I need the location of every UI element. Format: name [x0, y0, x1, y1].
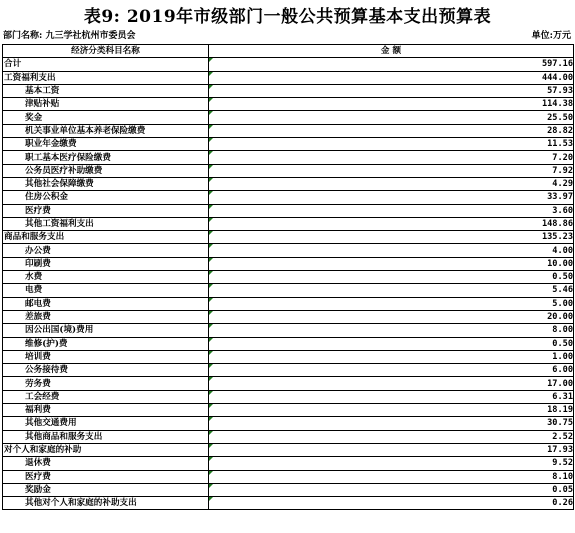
table-row — [3, 84, 574, 97]
category-cell: 基本工资 — [3, 84, 209, 97]
table-body — [3, 58, 574, 510]
cell-marker-icon — [209, 165, 213, 169]
amount-cell — [209, 231, 574, 244]
cell-marker-icon — [209, 484, 213, 488]
category-cell: 印刷费 — [3, 257, 209, 270]
category-cell: 公务接待费 — [3, 364, 209, 377]
amount-header: 金 额 — [209, 45, 574, 58]
category-cell: 工会经费 — [3, 390, 209, 403]
cell-marker-icon — [209, 471, 213, 475]
category-cell: 因公出国(境)费用 — [3, 324, 209, 337]
table-row — [3, 350, 574, 363]
amount-cell — [209, 457, 574, 470]
header-row — [3, 45, 574, 58]
amount-value: 597.16 — [541, 59, 573, 70]
amount-cell — [209, 257, 574, 270]
table-row — [3, 390, 574, 403]
amount-value: 5.00 — [552, 298, 573, 309]
amount-value: 20.00 — [547, 312, 573, 323]
table-row — [3, 443, 574, 456]
amount-value: 148.86 — [541, 219, 573, 229]
amount-cell — [209, 177, 574, 190]
table-row — [3, 177, 574, 190]
cell-marker-icon — [209, 338, 213, 342]
category-cell: 劳务费 — [3, 377, 209, 390]
category-cell: 对个人和家庭的补助 — [3, 443, 209, 456]
amount-cell — [209, 364, 574, 377]
amount-value: 5.46 — [552, 285, 573, 296]
category-cell: 培训费 — [3, 350, 209, 363]
amount-cell — [209, 443, 574, 456]
category-cell: 其他社会保障缴费 — [3, 177, 209, 190]
amount-value: 0.50 — [552, 272, 573, 283]
category-cell: 医疗费 — [3, 470, 209, 483]
cell-marker-icon — [209, 138, 213, 142]
table-row — [3, 470, 574, 483]
table-row — [3, 164, 574, 177]
category-cell: 住房公积金 — [3, 191, 209, 204]
table-row — [3, 98, 574, 111]
cell-marker-icon — [209, 497, 213, 501]
category-header: 经济分类科目名称 — [3, 45, 209, 58]
amount-cell — [209, 310, 574, 323]
category-cell: 职工基本医疗保险缴费 — [3, 151, 209, 164]
cell-marker-icon — [209, 271, 213, 275]
amount-value: 1.00 — [552, 351, 573, 362]
amount-value: 6.31 — [552, 391, 573, 402]
category-cell: 邮电费 — [3, 297, 209, 310]
amount-cell — [209, 204, 574, 217]
cell-marker-icon — [209, 85, 213, 89]
amount-value: 0.05 — [552, 484, 573, 495]
cell-marker-icon — [209, 351, 213, 355]
cell-marker-icon — [209, 231, 213, 235]
cell-marker-icon — [209, 111, 213, 115]
amount-cell — [209, 98, 574, 111]
cell-marker-icon — [209, 72, 213, 76]
amount-value: 6.00 — [552, 365, 573, 376]
amount-cell — [209, 497, 574, 510]
cell-marker-icon — [209, 391, 213, 395]
amount-value: 33.97 — [547, 192, 573, 203]
table-row — [3, 417, 574, 430]
table-row — [3, 151, 574, 164]
amount-cell — [209, 84, 574, 97]
category-cell: 职业年金缴费 — [3, 138, 209, 151]
category-cell: 医疗费 — [3, 204, 209, 217]
table-row — [3, 231, 574, 244]
category-cell: 工资福利支出 — [3, 71, 209, 84]
category-cell: 电费 — [3, 284, 209, 297]
department-name: 九三学社杭州市委员会 — [45, 31, 136, 41]
amount-cell — [209, 71, 574, 84]
category-cell: 其他对个人和家庭的补助支出 — [3, 497, 209, 510]
department-line — [3, 28, 135, 41]
amount-value: 0.50 — [552, 338, 573, 349]
cell-marker-icon — [209, 98, 213, 102]
table-row — [3, 377, 574, 390]
cell-marker-icon — [209, 444, 213, 448]
cell-marker-icon — [209, 218, 213, 222]
amount-value: 17.00 — [547, 378, 573, 389]
amount-value: 444.00 — [541, 72, 573, 83]
table-row — [3, 138, 574, 151]
cell-marker-icon — [209, 324, 213, 328]
table-row — [3, 310, 574, 323]
cell-marker-icon — [209, 457, 213, 461]
amount-value: 10.00 — [547, 258, 573, 269]
cell-marker-icon — [209, 298, 213, 302]
page-title: 表9: 2019年市级部门一般公共预算基本支出预算表 — [83, 7, 492, 27]
table-row — [3, 364, 574, 377]
category-cell: 合计 — [3, 58, 209, 71]
category-cell: 水费 — [3, 271, 209, 284]
amount-cell — [209, 350, 574, 363]
amount-value: 9.52 — [552, 458, 573, 469]
amount-cell — [209, 111, 574, 124]
amount-cell — [209, 151, 574, 164]
cell-marker-icon — [209, 431, 213, 435]
unit-label: 单位:万元 — [531, 31, 571, 41]
amount-cell — [209, 164, 574, 177]
amount-value: 4.29 — [552, 179, 573, 190]
table-row — [3, 297, 574, 310]
cell-marker-icon — [209, 417, 213, 421]
cell-marker-icon — [209, 205, 213, 209]
amount-cell — [209, 124, 574, 137]
category-cell: 办公费 — [3, 244, 209, 257]
amount-value: 3.60 — [552, 205, 573, 216]
budget-table — [2, 44, 574, 510]
amount-value: 28.82 — [547, 125, 573, 136]
amount-cell — [209, 417, 574, 430]
table-row — [3, 217, 574, 230]
amount-cell — [209, 297, 574, 310]
amount-cell — [209, 430, 574, 443]
cell-marker-icon — [209, 244, 213, 248]
table-row — [3, 71, 574, 84]
amount-value: 18.19 — [547, 405, 573, 416]
amount-value: 135.23 — [541, 232, 573, 243]
table-row — [3, 404, 574, 417]
amount-cell — [209, 470, 574, 483]
meta-bar — [3, 28, 571, 42]
category-cell: 商品和服务支出 — [3, 231, 209, 244]
amount-cell — [209, 390, 574, 403]
amount-value: 0.26 — [552, 498, 573, 509]
cell-marker-icon — [209, 178, 213, 182]
amount-cell — [209, 324, 574, 337]
amount-value: 7.92 — [552, 165, 573, 176]
table-row — [3, 257, 574, 270]
table-row — [3, 124, 574, 137]
cell-marker-icon — [209, 377, 213, 381]
table-row — [3, 337, 574, 350]
category-cell: 福利费 — [3, 404, 209, 417]
cell-marker-icon — [209, 284, 213, 288]
amount-value: 11.53 — [547, 139, 573, 150]
table-row — [3, 483, 574, 496]
cell-marker-icon — [209, 311, 213, 315]
amount-value: 7.20 — [552, 152, 573, 163]
table-row — [3, 204, 574, 217]
amount-cell — [209, 217, 574, 230]
amount-value: 17.93 — [547, 445, 573, 456]
category-cell: 差旅费 — [3, 310, 209, 323]
department-label: 部门名称: — [3, 31, 43, 41]
cell-marker-icon — [209, 364, 213, 368]
amount-cell — [209, 271, 574, 284]
amount-value: 114.38 — [541, 99, 573, 110]
table-row — [3, 191, 574, 204]
amount-cell — [209, 244, 574, 257]
table-row — [3, 111, 574, 124]
amount-cell — [209, 483, 574, 496]
category-cell: 其他工资福利支出 — [3, 217, 209, 230]
amount-cell — [209, 377, 574, 390]
amount-cell — [209, 58, 574, 71]
table-row — [3, 58, 574, 71]
category-cell: 奖励金 — [3, 483, 209, 496]
table-row — [3, 284, 574, 297]
cell-marker-icon — [209, 58, 213, 62]
cell-marker-icon — [209, 258, 213, 262]
category-cell: 机关事业单位基本养老保险缴费 — [3, 124, 209, 137]
amount-cell — [209, 337, 574, 350]
amount-value: 25.50 — [547, 112, 573, 123]
amount-value: 8.00 — [552, 325, 573, 336]
cell-marker-icon — [209, 404, 213, 408]
amount-cell — [209, 191, 574, 204]
category-cell: 退休费 — [3, 457, 209, 470]
amount-value: 8.10 — [552, 471, 573, 482]
table-row — [3, 497, 574, 510]
amount-cell — [209, 284, 574, 297]
amount-value: 4.00 — [552, 245, 573, 256]
amount-cell — [209, 138, 574, 151]
amount-value: 2.52 — [552, 431, 573, 442]
table-row — [3, 244, 574, 257]
category-cell: 津贴补贴 — [3, 98, 209, 111]
table-row — [3, 457, 574, 470]
table-row — [3, 271, 574, 284]
table-row — [3, 430, 574, 443]
category-cell: 奖金 — [3, 111, 209, 124]
category-cell: 公务员医疗补助缴费 — [3, 164, 209, 177]
amount-value: 30.75 — [547, 418, 573, 429]
category-cell: 其他交通费用 — [3, 417, 209, 430]
table-row — [3, 324, 574, 337]
cell-marker-icon — [209, 151, 213, 155]
category-cell: 其他商品和服务支出 — [3, 430, 209, 443]
cell-marker-icon — [209, 125, 213, 129]
amount-value: 57.93 — [547, 86, 573, 97]
cell-marker-icon — [209, 191, 213, 195]
category-cell: 维修(护)费 — [3, 337, 209, 350]
amount-cell — [209, 404, 574, 417]
